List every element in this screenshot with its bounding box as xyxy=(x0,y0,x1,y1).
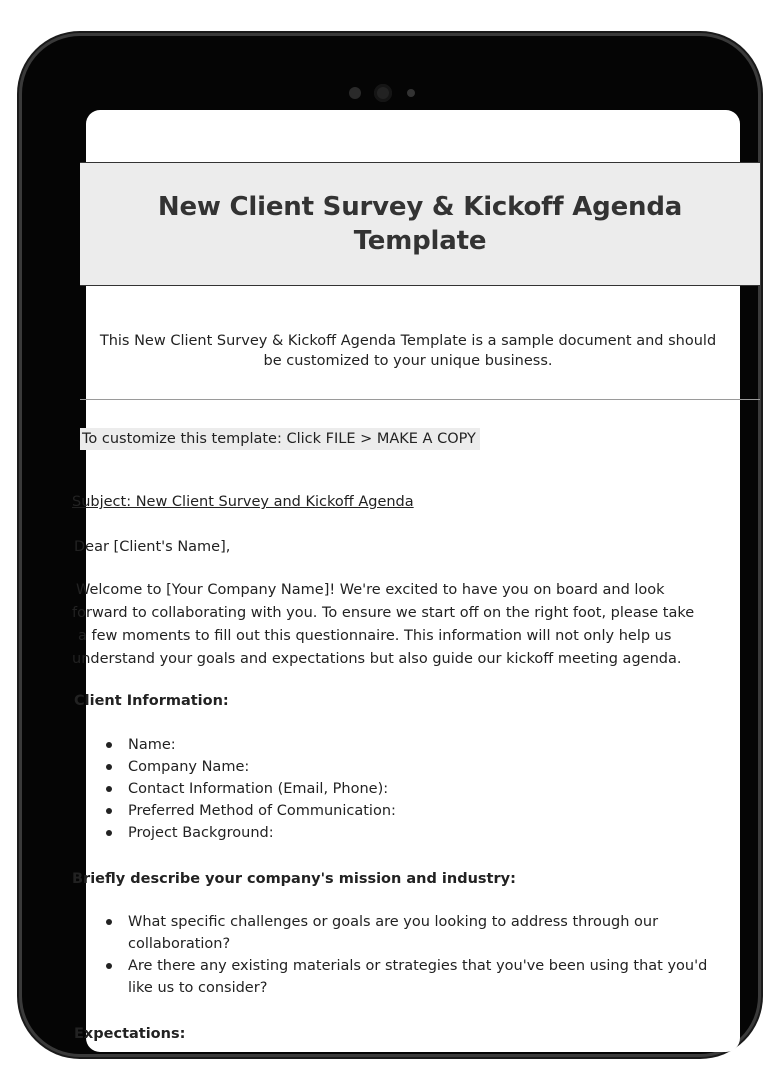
list-item: Preferred Method of Communication: xyxy=(80,800,396,822)
title-banner xyxy=(80,162,760,286)
light-sensor-icon xyxy=(407,89,415,97)
welcome-line: a few moments to fill out this questionnaire. This information will not only help us xyxy=(78,628,672,644)
list-item: Name: xyxy=(80,734,396,756)
list-item-line: Are there any existing materials or strategies that you've been using that you'd xyxy=(128,958,708,974)
tablet-frame xyxy=(22,36,758,1054)
welcome-line: Welcome to [Your Company Name]! We're excited to have you on board and look xyxy=(76,582,665,598)
list-item xyxy=(80,911,707,955)
mission-heading: Briefly describe your company's mission and industry: xyxy=(72,871,516,887)
divider xyxy=(80,399,760,400)
customize-note: To customize this template: Click FILE > MAKE A COPY xyxy=(80,428,480,450)
tablet-screen[interactable] xyxy=(72,110,740,1052)
expectations-heading: Expectations: xyxy=(74,1026,186,1042)
list-item: Company Name: xyxy=(80,756,396,778)
mission-list xyxy=(80,911,707,999)
list-item xyxy=(80,955,707,999)
list-item: Project Background: xyxy=(80,822,396,844)
sensor-icon xyxy=(349,87,361,99)
greeting: Dear [Client's Name], xyxy=(74,539,231,555)
intro-line: This New Client Survey & Kickoff Agenda Template is a sample document and should xyxy=(99,333,717,349)
document-title: New Client Survey & Kickoff Agenda Template xyxy=(157,192,683,256)
list-item-line: like us to consider? xyxy=(128,980,268,996)
list-item-line: collaboration? xyxy=(128,936,231,952)
client-info-list xyxy=(80,734,396,844)
email-subject: Subject: New Client Survey and Kickoff Agenda xyxy=(72,494,414,510)
camera-icon xyxy=(374,84,392,102)
welcome-line: understand your goals and expectations but also guide our kickoff meeting agenda. xyxy=(72,651,682,667)
client-info-heading: Client Information: xyxy=(74,693,229,709)
list-item-line: What specific challenges or goals are you looking to address through our xyxy=(128,914,659,930)
list-item: Contact Information (Email, Phone): xyxy=(80,778,396,800)
welcome-paragraph xyxy=(72,579,760,671)
intro-paragraph xyxy=(70,331,746,371)
intro-line: be customized to your unique business. xyxy=(263,353,553,369)
welcome-line: forward to collaborating with you. To ensure we start off on the right foot, please take xyxy=(72,605,695,621)
